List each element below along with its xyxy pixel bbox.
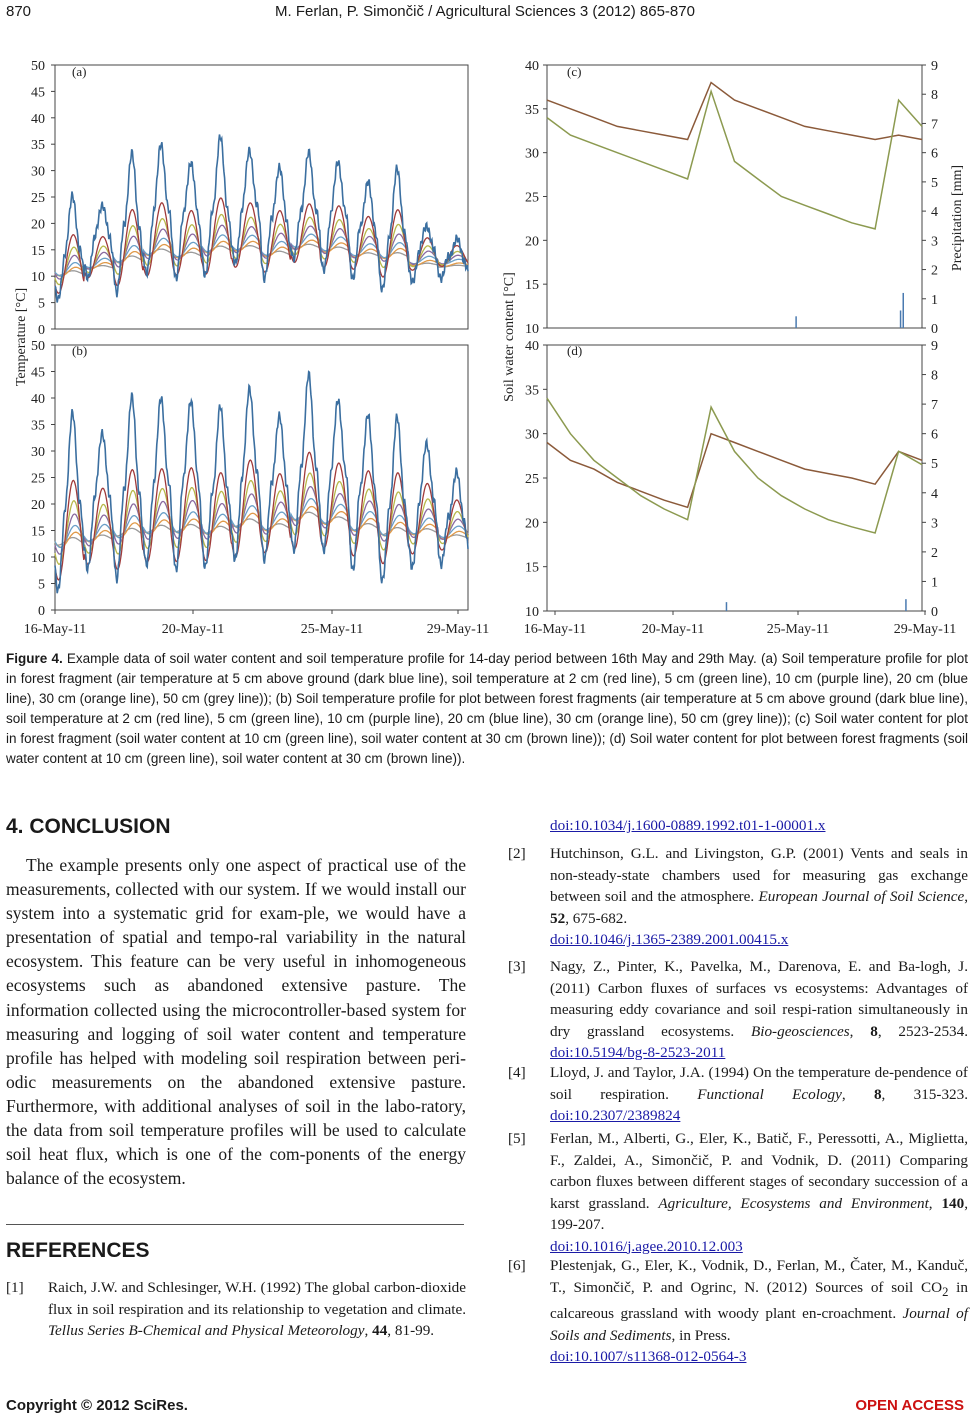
panel-label-a: (a)	[72, 64, 87, 79]
y2-tick-label: 2	[931, 263, 938, 279]
y2-tick-label: 4	[931, 486, 938, 502]
reference-number: [3]	[508, 958, 526, 975]
reference-authors: Hutchinson, G.L. and Livingston, G.P. (2001) Vents and seals in non-steady-state chambers used for measuring gas exchange between soil and the atmosphere.	[550, 845, 968, 905]
reference-number: [5]	[508, 1130, 526, 1147]
reference-journal: Tellus Series B-Chemical and Physical Meteorology	[48, 1322, 365, 1339]
y-tick-label: 10	[31, 551, 45, 566]
reference-pages: , 315-323.	[881, 1085, 969, 1103]
y-tick-label: 0	[38, 323, 45, 338]
x-tick-label: 20-May-11	[161, 622, 225, 637]
reference-subscript: 2	[942, 1284, 949, 1299]
page-number: 870	[6, 3, 32, 20]
reference-title: in calcareous grassland with woody plant en-croachment.	[550, 1278, 968, 1323]
y-tick-label: 45	[31, 365, 45, 381]
x-tick-label: 29-May-11	[893, 622, 957, 637]
y2-tick-label: 4	[931, 205, 938, 221]
y-tick-label: 35	[31, 418, 45, 434]
middle-axis-title: Soil water content [°C]	[502, 272, 517, 402]
y2-tick-label: 9	[931, 339, 938, 354]
y-tick-label: 25	[31, 471, 45, 487]
panel-a-frame	[55, 65, 468, 329]
x-tick-label: 16-May-11	[523, 622, 587, 637]
y-tick-label: 20	[31, 498, 45, 513]
y-tick-label: 35	[525, 102, 539, 118]
x-tick-label: 25-May-11	[300, 622, 364, 637]
y-tick-label: 30	[525, 427, 539, 443]
reference-volume: 140	[941, 1194, 965, 1212]
y-tick-label: 25	[525, 190, 539, 206]
reference-journal: Agriculture, Ecosystems and Environment	[658, 1194, 929, 1212]
reference-pages: , in Press.	[671, 1326, 731, 1344]
reference-pages: , 81-99.	[387, 1322, 435, 1339]
reference-doi-link[interactable]: doi:10.2307/2389824	[550, 1107, 681, 1124]
x-tick-label: 20-May-11	[641, 622, 705, 637]
reference-authors: Plestenjak, G., Eler, K., Vodnik, D., Ferlan, M., Čater, M., Kanduč, T., Simončič, P. and Ogrinc, N. (2012) Sources of soil CO	[550, 1257, 968, 1296]
conclusion-body: The example presents only one aspect of practical use of the measurements, collected with our system. If we would install our system into a systematic grid for exam-ple, we would have a presentation of spatial and tempo-ral variability in the natural ecosystem. This feature can be very useful in inhomogeneous ecosystems such as abandoned extensive pasture. The information collected using the microcontroller-based system for measuring and logging of soil water content and temperature profile has helped with modeling soil respiration between peri-odic measurements on the abandoned extensive pasture. Furthermore, with additional analyses of soil in the labo-ratory, the data from soil temperature profiles will be used to calculate soil heat flux, which is one of the com-ponents of the energy balance of the ecosystem.	[6, 855, 466, 1189]
series-swc-10cm	[547, 91, 922, 229]
y2-tick-label: 3	[931, 516, 938, 532]
running-head: M. Ferlan, P. Simončič / Agricultural Sciences 3 (2012) 865-870	[275, 3, 695, 20]
series-swc-30cm	[547, 83, 922, 140]
y-tick-label: 35	[525, 383, 539, 399]
y-tick-label: 45	[31, 85, 45, 101]
y2-tick-label: 6	[931, 146, 938, 162]
y-tick-label: 30	[525, 146, 539, 162]
y-tick-label: 35	[31, 138, 45, 154]
y2-tick-label: 7	[931, 398, 938, 414]
right-axis-title: Precipitation [mm]	[950, 164, 965, 272]
y-tick-label: 0	[38, 604, 45, 619]
y2-tick-label: 5	[931, 175, 938, 191]
y-tick-label: 40	[525, 59, 539, 74]
y-tick-label: 30	[31, 445, 45, 460]
figure-caption	[6, 649, 968, 769]
reference-authors: Ferlan, M., Alberti, G., Eler, K., Batič, F., Peressotti, A., Miglietta, F., Zaldei, A., Simončič, P. and Vodnik, D. (2011) Comparing carbon fluxes between different stages of secondary succession of a karst grassland.	[550, 1130, 968, 1212]
y-tick-label: 30	[31, 164, 45, 180]
x-tick-label: 25-May-11	[766, 622, 830, 637]
y-tick-label: 15	[525, 560, 539, 576]
y2-tick-label: 2	[931, 545, 938, 561]
panel-d-frame	[547, 345, 922, 611]
y-tick-label: 25	[525, 472, 539, 487]
y-tick-label: 40	[31, 392, 45, 407]
y2-tick-label: 8	[931, 88, 938, 104]
reference-number: [4]	[508, 1064, 526, 1081]
y2-tick-label: 8	[931, 368, 938, 384]
x-tick-label: 16-May-11	[23, 622, 87, 637]
reference-doi-link[interactable]: doi:10.5194/bg-8-2523-2011	[550, 1044, 726, 1061]
reference-volume: 8	[870, 1022, 878, 1040]
reference-pages: , 2523-2534.	[877, 1022, 969, 1040]
caption-text: Example data of soil water content and soil temperature profile for 14-day period between 16th May and 29th May. (a) Soil temperature profile for plot in forest fragment (air temperature at 5 cm above ground (dark blue line), soil temperature at 2 cm (red line), 5 cm (green line), 10 cm (purple line), 20 cm (blue line), 30 cm (orange line), 50 cm (grey line)); (b) Soil temperature profile for plot between forest fragments (air temperature at 5 cm above ground (dark blue line), soil temperature at 2 cm (red line), 5 cm (green line), 10 cm (purple line), 20 cm (blue line), 30 cm (orange line), 50 cm (grey line)); (c) Soil water content for plot in forest fragment (soil water content at 10 cm (green line), soil water content at 30 cm (brown line)); (d) Soil water content for plot between forest fragments (soil water content at 10 cm (green line), soil water content at 30 cm (brown line)).	[6, 651, 969, 766]
y-tick-label: 10	[525, 605, 539, 620]
y-tick-label: 20	[31, 217, 45, 233]
y2-tick-label: 5	[931, 457, 938, 473]
reference-doi-link[interactable]: doi:10.1016/j.agee.2010.12.003	[550, 1237, 743, 1255]
reference-volume: 8	[873, 1085, 882, 1103]
panel-label-c: (c)	[567, 64, 582, 79]
figure-4	[0, 48, 970, 648]
y2-tick-label: 6	[931, 427, 938, 443]
y-tick-label: 15	[31, 243, 45, 259]
y-tick-label: 10	[31, 270, 45, 286]
reference-journal: Journal of Soils and Sediments	[550, 1305, 968, 1344]
reference-doi-link[interactable]: doi:10.1007/s11368-012-0564-3	[550, 1348, 747, 1366]
caption-label: Figure 4.	[6, 651, 63, 666]
y-tick-label: 15	[525, 278, 539, 294]
conclusion-heading: 4. CONCLUSION	[6, 815, 171, 838]
series-swc-30cm	[547, 434, 922, 508]
open-access-label: OPEN ACCESS	[855, 1397, 964, 1414]
reference-authors: Nagy, Z., Pinter, K., Pavelka, M., Darenova, E. and Ba-logh, J. (2011) Carbon fluxes of surfaces vs ecosystems: Advantages of measuring eddy covariance and soil respi-ration simultaneously in dry grassland ecosystems.	[550, 958, 968, 1040]
y-tick-label: 5	[38, 577, 45, 593]
left-axis-title: Temperature [°C]	[14, 287, 29, 387]
panel-label-b: (b)	[72, 343, 88, 358]
x-tick-label: 29-May-11	[426, 622, 490, 637]
series-air-temperature	[55, 135, 468, 303]
reference-authors: Lloyd, J. and Taylor, J.A. (1994) On the temperature de-pendence of soil respiration.	[550, 1064, 968, 1103]
y-tick-label: 25	[31, 191, 45, 206]
y-tick-label: 20	[525, 234, 539, 250]
y2-tick-label: 3	[931, 234, 938, 250]
y-tick-label: 40	[31, 111, 45, 127]
panel-label-d: (d)	[567, 343, 583, 358]
reference-doi-link[interactable]: doi:10.1046/j.1365-2389.2001.00415.x	[550, 931, 789, 948]
reference-pages: , 199-207.	[550, 1194, 969, 1233]
y-tick-label: 50	[31, 339, 45, 354]
y2-tick-label: 7	[931, 117, 938, 133]
reference-pages: , 675-682.	[565, 909, 628, 927]
reference-volume: 44	[372, 1322, 388, 1339]
y2-tick-label: 9	[931, 59, 938, 74]
panel-b-frame	[55, 345, 468, 610]
reference-authors: Raich, J.W. and Schlesinger, W.H. (1992) The global carbon-dioxide flux in soil respiration and its relationship to vegetation and climate.	[48, 1279, 466, 1318]
y-tick-label: 15	[31, 524, 45, 540]
copyright-notice: Copyright © 2012 SciRes.	[6, 1397, 188, 1414]
section-divider	[6, 1224, 464, 1225]
reference-number: [1]	[6, 1279, 24, 1296]
y-tick-label: 20	[525, 516, 539, 532]
y2-tick-label: 1	[931, 292, 938, 308]
series-swc-10cm	[547, 398, 922, 533]
reference-number: [2]	[508, 845, 526, 862]
series-air-temperature	[55, 372, 468, 594]
reference-doi-link[interactable]: doi:10.1034/j.1600-0889.1992.t01-1-00001.x	[550, 817, 826, 834]
reference-volume: 52	[550, 909, 566, 927]
panel-c-frame	[547, 65, 922, 328]
y2-tick-label: 0	[931, 322, 938, 337]
y-tick-label: 50	[31, 59, 45, 74]
y2-tick-label: 1	[931, 575, 938, 591]
y2-tick-label: 0	[931, 605, 938, 620]
references-heading: REFERENCES	[6, 1239, 150, 1262]
y-tick-label: 5	[38, 296, 45, 312]
y-tick-label: 40	[525, 339, 539, 354]
reference-journal: European Journal of Soil Science	[758, 888, 965, 905]
reference-journal: Functional Ecology	[697, 1085, 842, 1103]
reference-journal: Bio-geosciences	[750, 1022, 850, 1040]
reference-number: [6]	[508, 1257, 526, 1274]
y-tick-label: 10	[525, 322, 539, 337]
